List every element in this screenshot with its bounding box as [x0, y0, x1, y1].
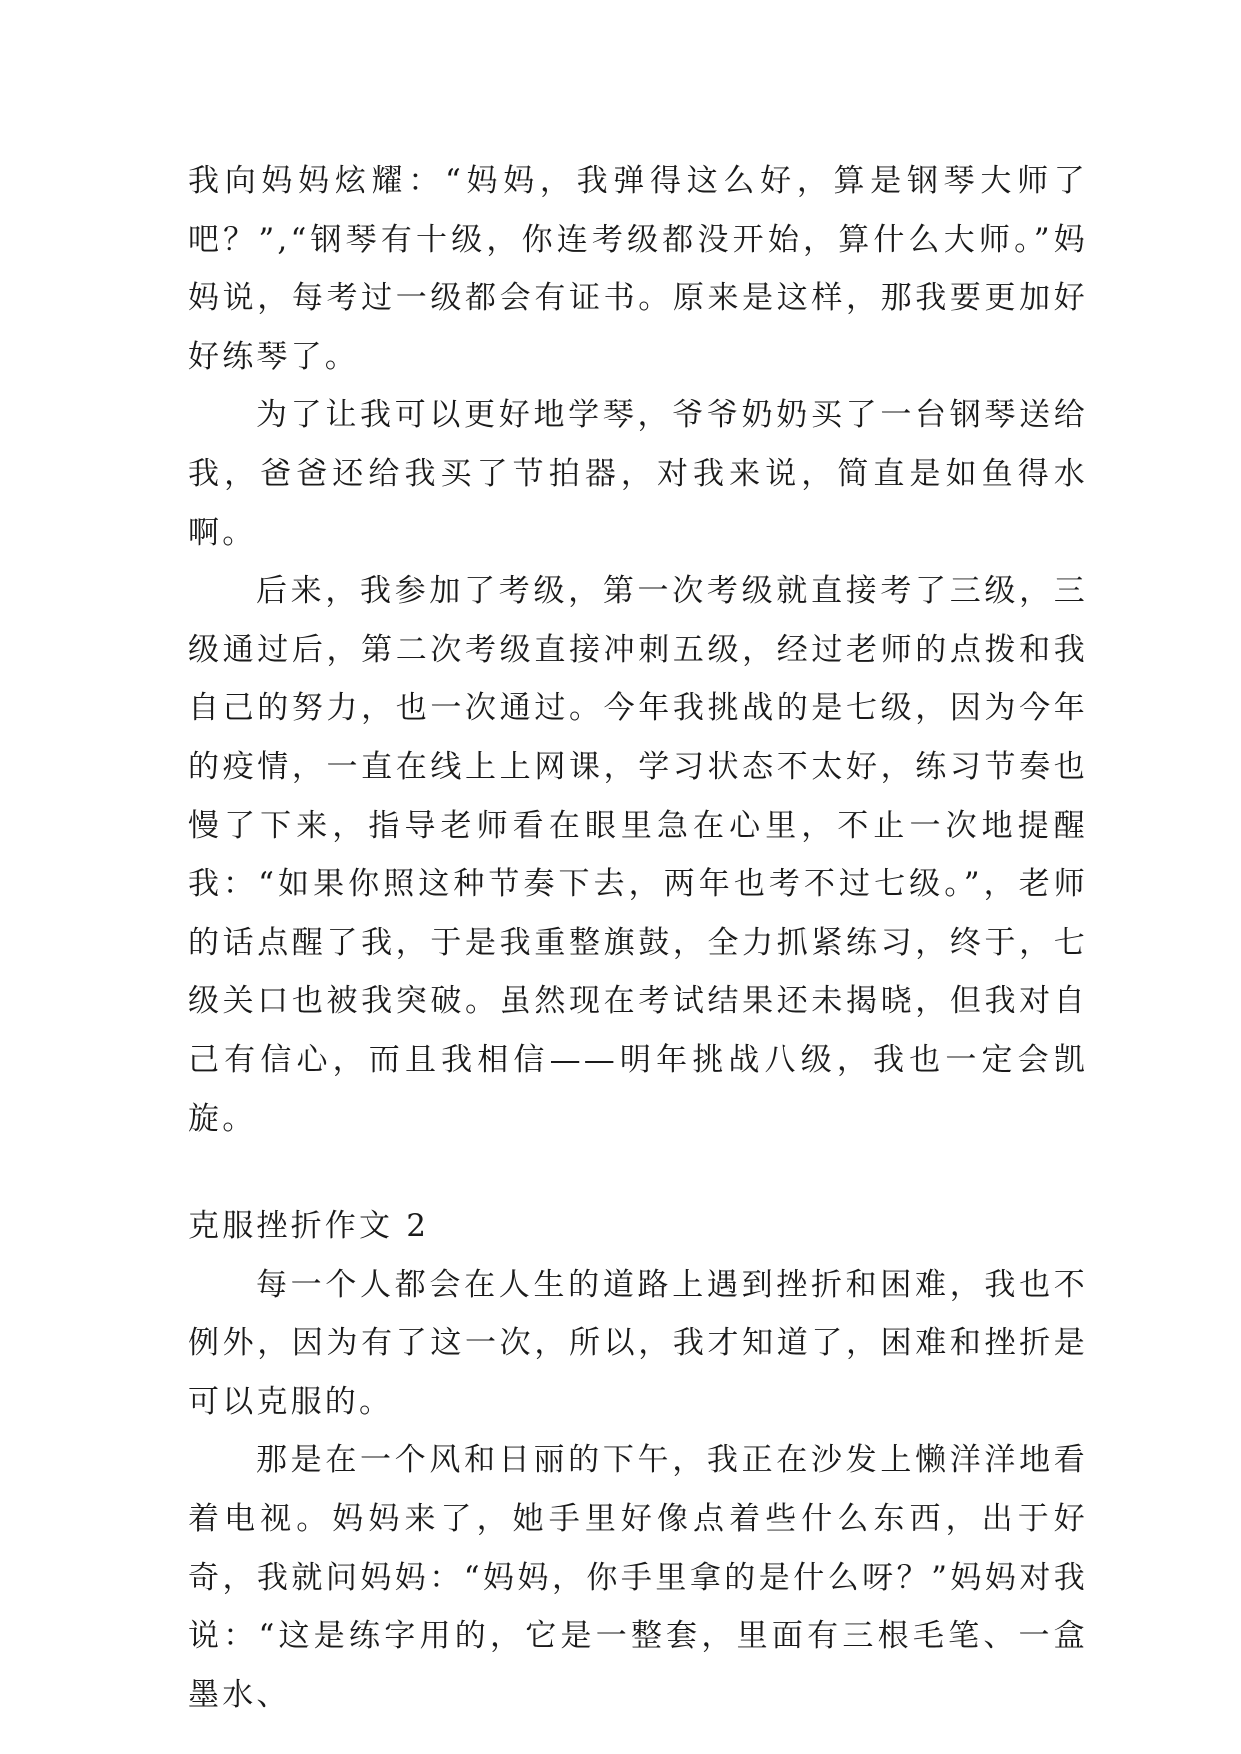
section-title: 克服挫折作文 2 [188, 1208, 430, 1245]
paragraph-intro: 每一个人都会在人生的道路上遇到挫折和困难，我也不例外，因为有了这一次，所以，我才知道了，困难和挫折是可以克服的。 [188, 1266, 1088, 1420]
paragraph-afternoon: 那是在一个风和日丽的下午，我正在沙发上懒洋洋地看着电视。妈妈来了，她手里好像点着些什么东西，出于好奇，我就问妈妈：“妈妈，你手里拿的是什么呀？”妈妈对我说：“这是练字用的，它是一整套，里面有三根毛笔、一盒墨水、 [188, 1442, 1088, 1713]
paragraph-boast: 我向妈妈炫耀：“妈妈，我弹得这么好，算是钢琴大师了吧？”,“钢琴有十级，你连考级都没开始，算什么大师。”妈妈说，每考过一级都会有证书。原来是这样，那我要更加好好练琴了。 [188, 163, 1088, 375]
paragraph-piano-gift: 为了让我可以更好地学琴，爷爷奶奶买了一台钢琴送给我，爸爸还给我买了节拍器，对我来说，简直是如鱼得水啊。 [188, 397, 1088, 551]
paragraph-exams: 后来，我参加了考级，第一次考级就直接考了三级，三级通过后，第二次考级直接冲刺五级，经过老师的点拨和我自己的努力，也一次通过。今年我挑战的是七级，因为今年的疫情，一直在线上上网课，学习状态不太好，练习节奏也慢了下来，指导老师看在眼里急在心里，不止一次地提醒我：“如果你照这种节奏下去，两年也考不过七级。”，老师的话点醒了我，于是我重整旗鼓，全力抓紧练习，终于，七级关口也被我突破。虽然现在考试结果还未揭晓，但我对自己有信心，而且我相信——明年挑战八级，我也一定会凯旋。 [188, 573, 1088, 1137]
document-page [188, 152, 1088, 1724]
